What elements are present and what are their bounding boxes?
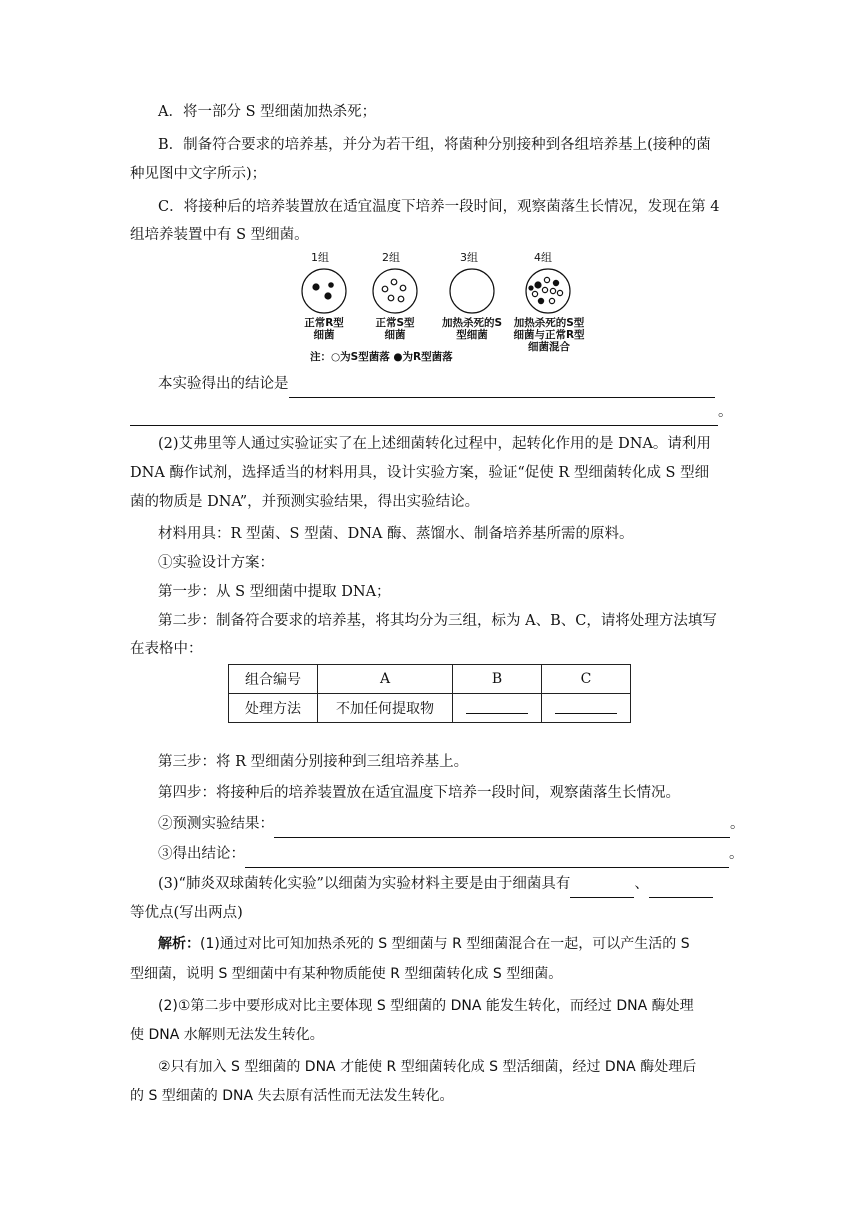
step4-line: 第四步：将接种后的培养装置放在适宜温度下培养一段时间，观察菌落生长情况。: [158, 785, 680, 801]
conclusion-prompt: [158, 370, 764, 398]
group-2-caption: 正常S型细菌: [375, 317, 415, 341]
step-b-line2: 种见图中文字所示)；: [130, 166, 267, 182]
answer-blank[interactable]: [130, 409, 718, 426]
step2-line2: 在表格中：: [130, 641, 203, 657]
conclusion-label: 本实验得出的结论是: [158, 376, 289, 392]
explanation-line2: 型细菌，说明 S 型细菌中有某种物质能使 R 型细菌转化成 S 型细菌。: [130, 966, 563, 982]
answer-blank[interactable]: [570, 881, 634, 898]
step3-line: 第三步：将 R 型细菌分别接种到三组培养基上。: [158, 754, 469, 770]
conclusion-line2: [130, 398, 736, 426]
step-c-line2: 组培养装置中有 S 型细菌。: [130, 227, 309, 243]
q2-line1: (2)艾弗里等人通过实验证实了在上述细菌转化过程中，起转化作用的是 DNA。请利用: [158, 436, 711, 452]
answer-blank[interactable]: [649, 881, 713, 898]
table-cell: A: [318, 665, 453, 694]
petri-dish-2: [373, 269, 417, 313]
experiment-figure: [290, 247, 610, 365]
design-heading: ①实验设计方案：: [158, 555, 274, 571]
explanation-line6: 的 S 型细菌的 DNA 失去原有活性而无法发生转化。: [130, 1088, 454, 1104]
table-row: [229, 665, 631, 694]
answer-blank[interactable]: [245, 851, 729, 868]
explanation-line1: [158, 930, 764, 958]
q3-line1: [158, 870, 764, 898]
group-2-label: 2组: [382, 251, 400, 264]
q3-text: (3)“肺炎双球菌转化实验”以细菌为实验材料主要是由于细菌具有: [158, 876, 571, 892]
materials-line: 材料用具：R 型菌、S 型菌、DNA 酶、蒸馏水、制备培养基所需的原料。: [158, 526, 634, 542]
table-cell: 组合编号: [229, 665, 318, 694]
end-mark: 。: [730, 816, 745, 832]
table-cell-blank-c[interactable]: [542, 694, 631, 723]
group-4-label: 4组: [534, 251, 552, 264]
q3-line2: 等优点(写出两点): [130, 905, 243, 921]
step-c-line1: C．将接种后的培养装置放在适宜温度下培养一段时间，观察菌落生长情况，发现在第 4: [158, 199, 720, 215]
predict-line: [158, 810, 764, 838]
q2-line2: DNA 酶作试剂，选择适当的材料用具，设计实验方案，验证“促使 R 型细菌转化成 S 型细: [130, 465, 710, 481]
figure-note: 注：○为S型菌落 ●为R型菌落: [310, 351, 453, 363]
explanation-label: 解析：: [158, 936, 200, 952]
table-row: [229, 694, 631, 723]
group-4-caption: 加热杀死的S型细菌与正常R型细菌混合: [513, 317, 585, 353]
explanation-line3: (2)①第二步中要形成对比主要体现 S 型细菌的 DNA 能发生转化，而经过 DNA 酶处理: [158, 998, 694, 1014]
table-cell: 处理方法: [229, 694, 318, 723]
answer-blank[interactable]: [274, 821, 730, 838]
table-cell: C: [542, 665, 631, 694]
petri-dish-4: [526, 269, 570, 313]
petri-dish-3: [450, 269, 494, 313]
answer-blank[interactable]: [466, 699, 528, 714]
predict-label: ②预测实验结果：: [158, 816, 274, 832]
group-3-label: 3组: [460, 251, 478, 264]
group-1-label: 1组: [311, 251, 329, 264]
table-cell: B: [453, 665, 542, 694]
explanation-line4: 使 DNA 水解则无法发生转化。: [130, 1027, 324, 1043]
result-label: ③得出结论：: [158, 846, 245, 862]
petri-dish-1: [302, 269, 346, 313]
end-mark: 。: [718, 404, 733, 420]
group-3-caption: 加热杀死的S型细菌: [441, 317, 503, 341]
group-1-caption: 正常R型细菌: [304, 317, 344, 341]
step-b-line1: B．制备符合要求的培养基，并分为若干组，将菌种分别接种到各组培养基上(接种的菌: [158, 137, 711, 153]
explanation-text: (1)通过对比可知加热杀死的 S 型细菌与 R 型细菌混合在一起，可以产生活的 S: [200, 936, 690, 952]
table-cell: 不加任何提取物: [318, 694, 453, 723]
step-a: A．将一部分 S 型细菌加热杀死；: [158, 104, 377, 120]
answer-blank[interactable]: [555, 699, 617, 714]
end-mark: 。: [729, 846, 744, 862]
treatment-table: [228, 664, 631, 723]
result-line: [158, 840, 764, 868]
step2-line1: 第二步：制备符合要求的培养基，将其均分为三组，标为 A、B、C，请将处理方法填写: [158, 613, 717, 629]
step1-line: 第一步：从 S 型细菌中提取 DNA；: [158, 584, 391, 600]
answer-blank[interactable]: [289, 381, 715, 398]
explanation-line5: ②只有加入 S 型细菌的 DNA 才能使 R 型细菌转化成 S 型活细菌，经过 DNA 酶处理后: [158, 1059, 697, 1075]
table-cell-blank-b[interactable]: [453, 694, 542, 723]
q2-line3: 菌的物质是 DNA”，并预测实验结果，得出实验结论。: [130, 494, 480, 510]
q3-sep: 、: [634, 876, 649, 892]
